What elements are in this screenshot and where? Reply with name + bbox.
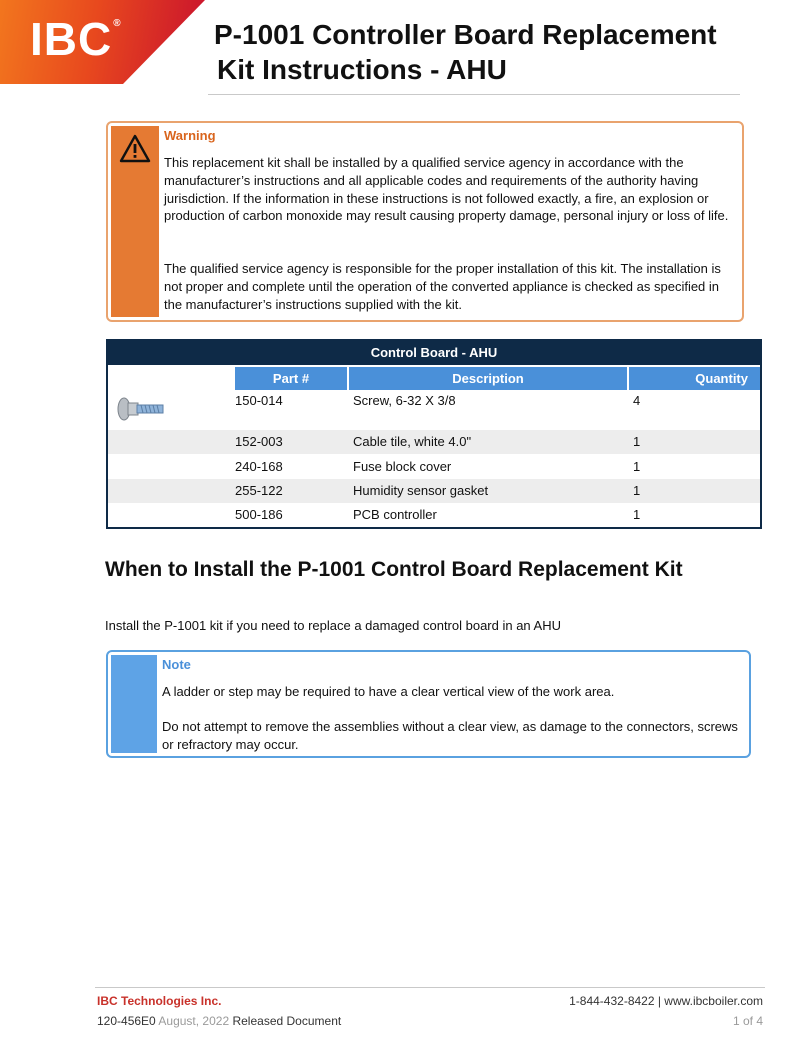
cell-quantity: 1 bbox=[633, 434, 641, 449]
table-row bbox=[108, 503, 760, 527]
footer-doc-number: 120-456E0 bbox=[97, 1014, 156, 1028]
cell-description: Cable tile, white 4.0" bbox=[353, 434, 472, 449]
footer-company: IBC Technologies Inc. bbox=[97, 994, 222, 1008]
warning-triangle-icon bbox=[119, 134, 151, 164]
cell-description: Humidity sensor gasket bbox=[353, 483, 489, 498]
warning-paragraph-2: The qualified service agency is responsible for the proper installation of this kit. The installation is not proper and complete until the operation of the converted appliance is checked as specified in the manufacturer’s instructions supplied with the kit. bbox=[164, 261, 721, 312]
footer-contact: 1-844-432-8422 | www.ibcboiler.com bbox=[569, 994, 763, 1008]
title-line-2: Kit Instructions - AHU bbox=[217, 54, 507, 85]
cell-part: 152-003 bbox=[235, 434, 283, 449]
note-paragraph-1: A ladder or step may be required to have a clear vertical view of the work area. bbox=[162, 684, 615, 699]
note-callout bbox=[106, 650, 751, 758]
table-row bbox=[108, 455, 760, 479]
warning-sidebar bbox=[111, 126, 159, 317]
cell-description: Screw, 6-32 X 3/8 bbox=[353, 393, 456, 408]
cell-part: 150-014 bbox=[235, 393, 283, 408]
screw-icon bbox=[114, 394, 166, 424]
section-intro: Install the P-1001 kit if you need to replace a damaged control board in an AHU bbox=[105, 618, 562, 633]
table-row bbox=[108, 479, 760, 503]
title-divider bbox=[208, 94, 740, 95]
section-heading: When to Install the P-1001 Control Board Replacement Kit bbox=[105, 558, 683, 581]
column-header-description: Description bbox=[349, 367, 627, 390]
footer-status: Released Document bbox=[232, 1014, 342, 1028]
warning-callout bbox=[106, 121, 744, 322]
cell-quantity: 1 bbox=[633, 483, 641, 498]
note-paragraph-2: Do not attempt to remove the assemblies without a clear view, as damage to the connectors, screws or refractory may occur. bbox=[162, 719, 738, 752]
cell-part: 240-168 bbox=[235, 459, 283, 474]
title-line-1: P-1001 Controller Board Replacement bbox=[214, 19, 717, 50]
footer-divider bbox=[95, 987, 765, 988]
cell-description: PCB controller bbox=[353, 507, 437, 522]
cell-part: 255-122 bbox=[235, 483, 283, 498]
table-row bbox=[108, 392, 760, 428]
brand-logo bbox=[30, 12, 122, 66]
warning-heading: Warning bbox=[164, 128, 216, 143]
logo-text: IBC bbox=[30, 13, 113, 65]
cell-quantity: 1 bbox=[633, 507, 641, 522]
column-header-quantity: Quantity bbox=[629, 367, 760, 390]
page-title bbox=[214, 17, 717, 87]
cell-quantity: 1 bbox=[633, 459, 641, 474]
cell-part: 500-186 bbox=[235, 507, 283, 522]
note-heading: Note bbox=[162, 657, 191, 672]
parts-table bbox=[106, 339, 762, 529]
footer-page-number: 1 of 4 bbox=[732, 1014, 763, 1028]
note-sidebar bbox=[111, 655, 157, 753]
cell-description: Fuse block cover bbox=[353, 459, 452, 474]
footer-date: August, 2022 bbox=[158, 1014, 230, 1028]
column-header-part: Part # bbox=[235, 367, 347, 390]
table-row bbox=[108, 430, 760, 454]
warning-paragraph-1: This replacement kit shall be installed by a qualified service agency in accordance with the manufacturer’s instructions and all applicable codes and requirements of the authority having jurisdiction. If the information in these instructions is not followed exactly, a fire, an explosion or production of carbon monoxide may result causing property damage, personal injury or loss of life. bbox=[164, 155, 729, 224]
footer-doc-info bbox=[97, 1014, 341, 1028]
cell-quantity: 4 bbox=[633, 393, 641, 408]
logo-registered-mark: ® bbox=[113, 18, 122, 29]
parts-table-title: Control Board - AHU bbox=[108, 341, 760, 365]
